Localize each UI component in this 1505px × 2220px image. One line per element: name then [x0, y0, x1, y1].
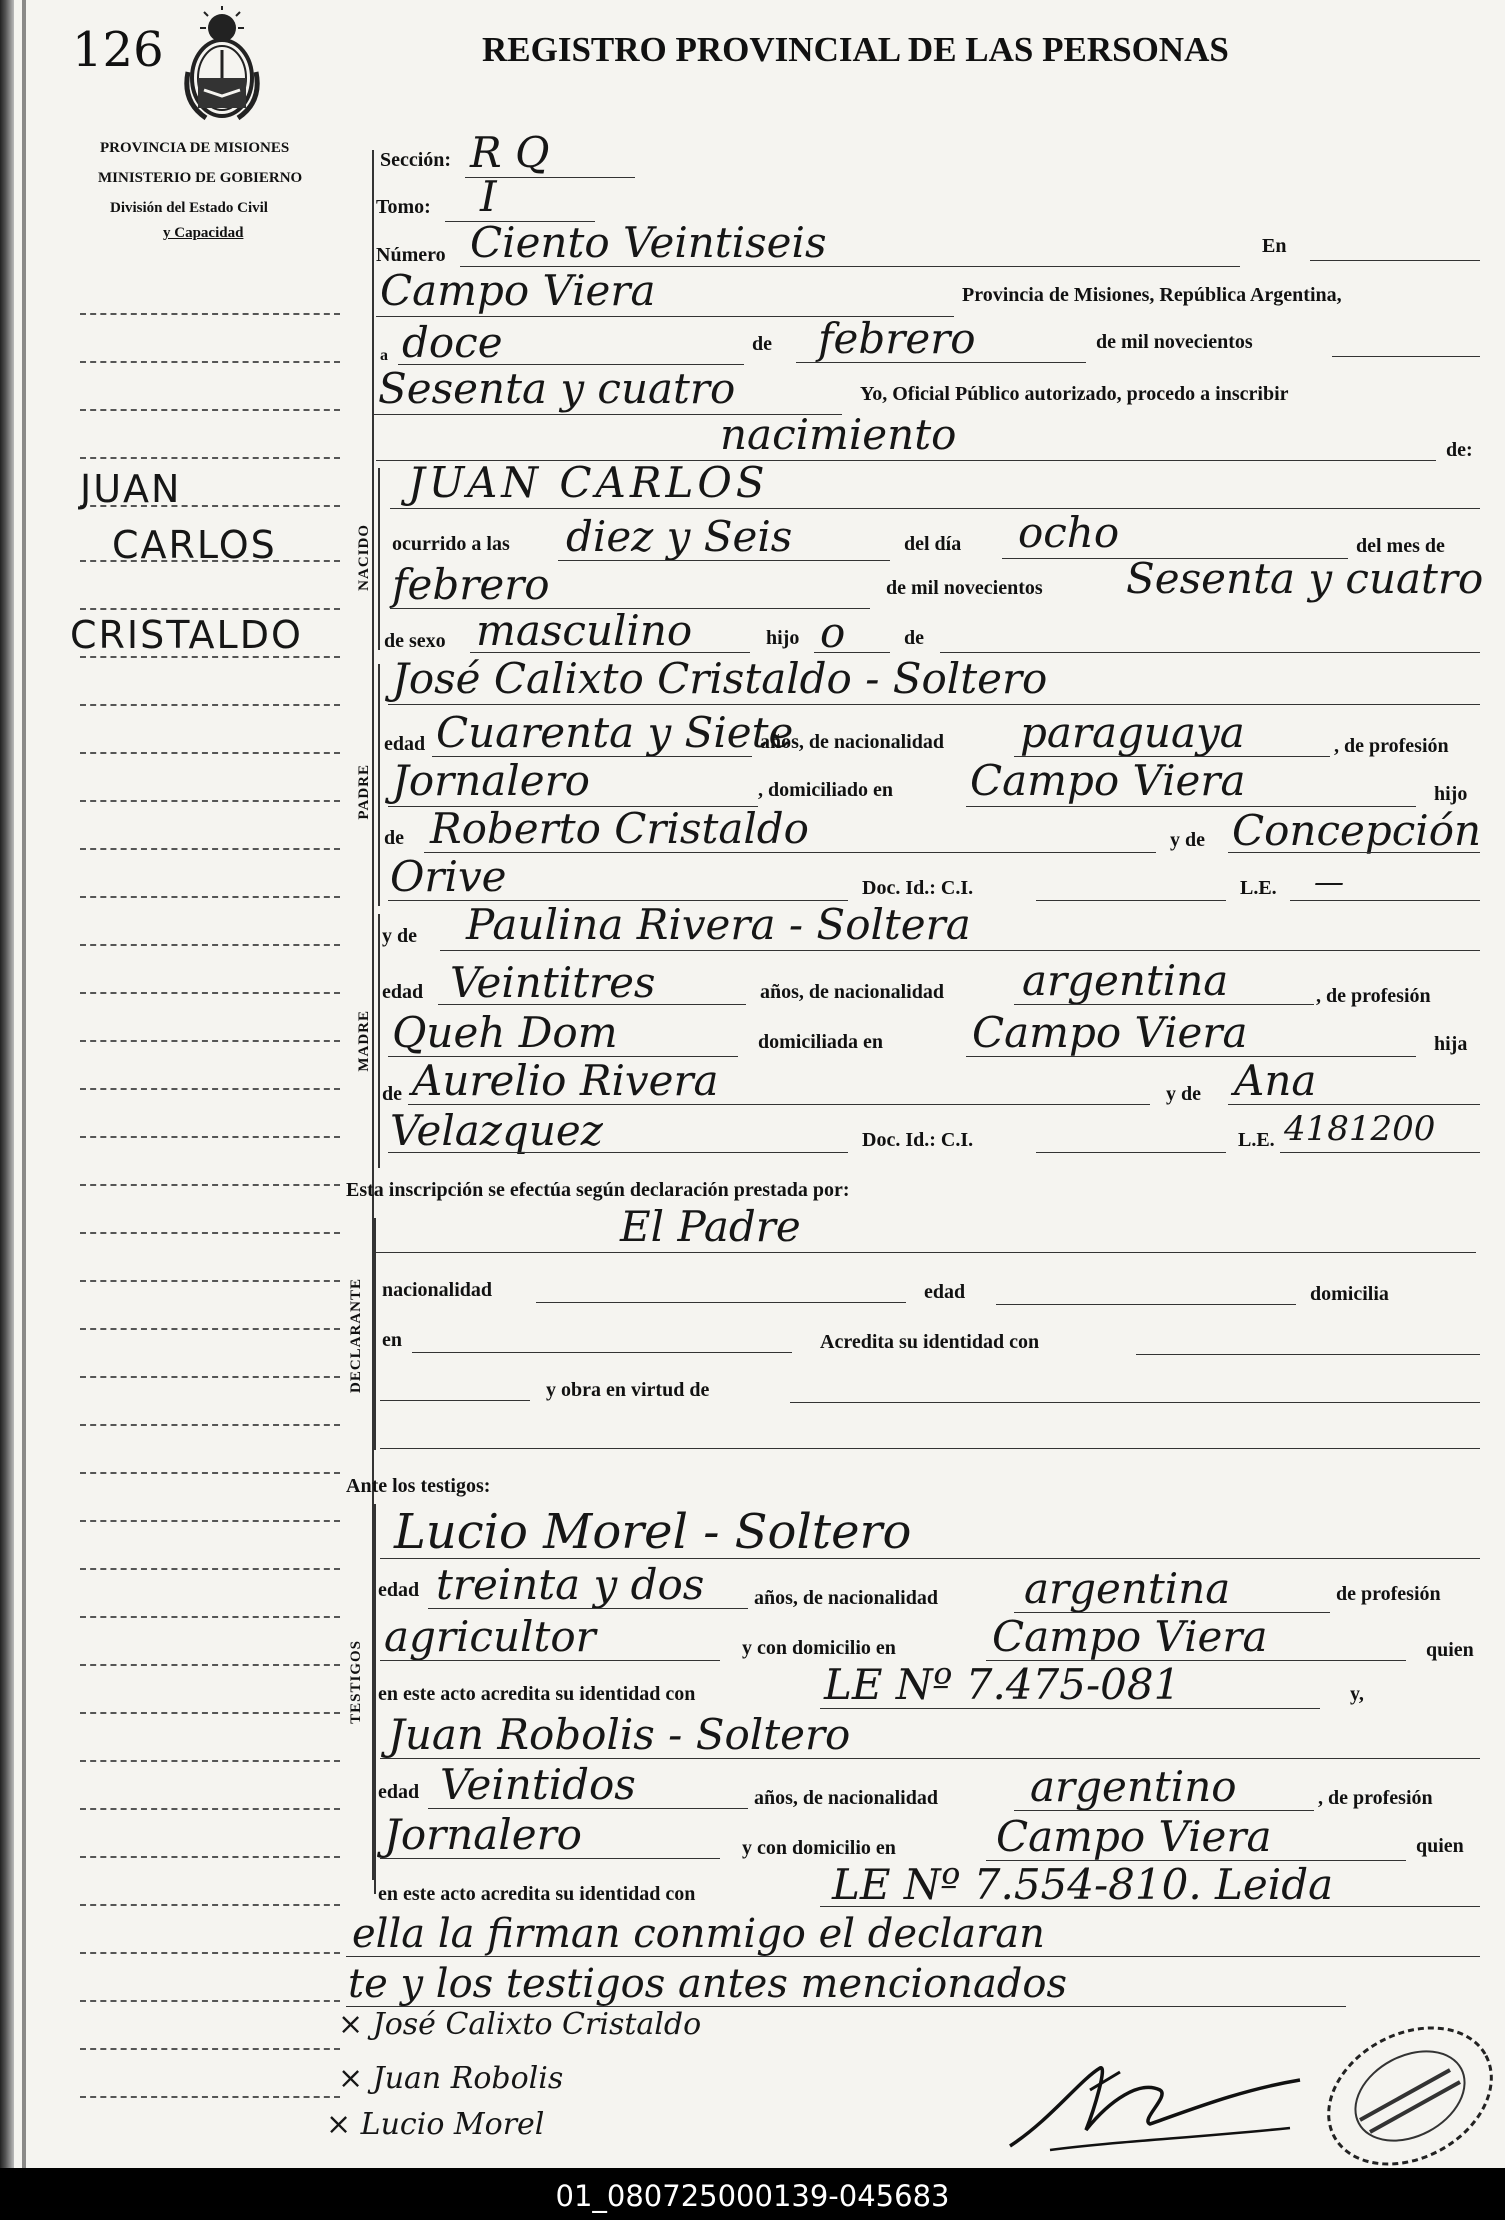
testigo1-prof-line [380, 1660, 720, 1661]
padre-profesion-label: , de profesión [1334, 735, 1449, 757]
testigo1-quien: quien [1426, 1639, 1474, 1661]
mes-line [796, 362, 1086, 363]
madre-doc-line [1036, 1152, 1226, 1153]
testigo1-profesion-label: de profesión [1336, 1583, 1441, 1605]
margin-line [80, 608, 340, 610]
testigo1-nombre-line [380, 1558, 1480, 1559]
oficial-text: Yo, Oficial Público autorizado, procedo a inscribir [860, 383, 1289, 405]
anio-value: Sesenta y cuatro [378, 364, 736, 413]
nacido-nombre: JUAN CARLOS [408, 458, 769, 507]
testigo1-edad-label: edad [378, 1579, 420, 1601]
madre-padre-de: Aurelio Rivera [412, 1056, 719, 1105]
madre-y-de-label-2: y de [1166, 1083, 1201, 1105]
decl-obra-pre-line [380, 1400, 530, 1401]
testigo1-dom-label: y con domicilio en [742, 1637, 896, 1659]
madre-y-de-label: y de [382, 925, 417, 947]
madre-profesion-label: , de profesión [1316, 985, 1431, 1007]
padre-de-label: de [384, 827, 404, 849]
closing-line-1: ella la firman conmigo el declaran [352, 1911, 1045, 1957]
testigo2-profesion: Jornalero [384, 1810, 582, 1859]
del-dia-label: del día [904, 533, 962, 555]
testigo1-nacionalidad: argentina [1024, 1564, 1231, 1613]
scan-code: 01_080725000139-045683 [555, 2179, 950, 2213]
testigo2-quien: quien [1416, 1835, 1464, 1857]
margin-line [80, 2096, 340, 2098]
margin-line [80, 1712, 340, 1714]
margin-line [80, 2000, 340, 2002]
en-line [1310, 260, 1480, 261]
tomo-value: I [480, 172, 497, 221]
signature-3: × Lucio Morel [326, 2107, 545, 2142]
mil-line [1332, 356, 1480, 357]
padre-nacionalidad: paraguaya [1020, 708, 1245, 757]
margin-line [80, 896, 340, 898]
decl-extra-line [380, 1448, 1480, 1449]
closing-line-2: te y los testigos antes mencionados [348, 1961, 1068, 2007]
testigo1-domicilio: Campo Viera [992, 1612, 1268, 1661]
decl-en-label: en [382, 1329, 402, 1351]
decl-nac-line [536, 1302, 906, 1303]
de-colon-label: de: [1446, 439, 1473, 461]
decl-edad-line [996, 1304, 1296, 1305]
hijo-line [814, 652, 890, 653]
mes-value: febrero [818, 314, 976, 363]
margin-line [80, 848, 340, 850]
de-label: de [752, 333, 772, 355]
seccion-value: R Q [470, 128, 550, 177]
decl-acredita-line [1136, 1354, 1480, 1355]
padre-doc-line [1036, 900, 1226, 901]
margin-line [80, 1280, 340, 1282]
tomo-label: Tomo: [376, 196, 431, 218]
mes-nac-value: febrero [392, 560, 550, 609]
testigo2-nombre-line [380, 1758, 1480, 1759]
madre-bracket [378, 914, 380, 1168]
testigo1-y: y, [1350, 1683, 1364, 1705]
numero-value: Ciento Veintiseis [470, 218, 827, 267]
nacido-bracket [378, 468, 380, 650]
padre-bracket [378, 664, 380, 906]
margin-line [80, 1952, 340, 1954]
margin-line [80, 944, 340, 946]
official-signature-icon [990, 2050, 1320, 2160]
decl-obra-line [790, 1402, 1480, 1403]
madre-madre-de: Ana [1234, 1056, 1317, 1105]
hijo-label: hijo [766, 627, 800, 649]
testigo1-edad-line [428, 1608, 748, 1609]
testigo1-doc: LE Nº 7.475-081 [824, 1660, 1181, 1709]
madre-hija-label: hija [1434, 1033, 1468, 1055]
acto-value: nacimiento [720, 410, 957, 459]
padre-madre-de-line [1228, 852, 1480, 853]
margin-line [80, 1520, 340, 1522]
nacido-de-line [940, 652, 1480, 653]
agency-line-1: PROVINCIA DE MISIONES [100, 140, 290, 156]
decl-en-line [412, 1352, 792, 1353]
margin-line [80, 1568, 340, 1570]
padre-padre-de: Roberto Cristaldo [430, 804, 809, 853]
declarante-label: DECLARANTE [348, 1278, 364, 1394]
margin-line [80, 752, 340, 754]
registry-title: REGISTRO PROVINCIAL DE LAS PERSONAS [482, 30, 1229, 69]
madre-nacionalidad: argentina [1022, 956, 1229, 1005]
madre-le-value: 4181200 [1284, 1109, 1436, 1149]
margin-line [80, 1088, 340, 1090]
nacido-de-label: de [904, 627, 924, 649]
scan-footer [0, 2168, 1505, 2220]
mil-nac-label: de mil novecientos [886, 577, 1043, 599]
del-mes-label: del mes de [1356, 535, 1445, 557]
madre-madre-de-line [1228, 1104, 1480, 1105]
scan-edge [0, 0, 14, 2168]
sexo-label: de sexo [384, 630, 446, 652]
numero-label: Número [376, 244, 446, 266]
margin-line [80, 1904, 340, 1906]
padre-domicilio: Campo Viera [970, 756, 1246, 805]
official-stamp-icon [1300, 2000, 1500, 2168]
madre-nac-line [1014, 1004, 1314, 1005]
margin-line [80, 457, 340, 459]
ante-testigos-label: Ante los testigos: [346, 1475, 491, 1497]
margin-note-line-1: JUAN [80, 467, 182, 511]
agency-line-4: y Capacidad [163, 225, 244, 241]
nacido-label: NACIDO [356, 524, 372, 591]
madre-doc-label: Doc. Id.: C.I. [862, 1129, 974, 1151]
testigo2-profesion-label: , de profesión [1318, 1787, 1433, 1809]
madre-padre-de-line [408, 1104, 1150, 1105]
madre-madre-de-cont: Velazquez [390, 1106, 603, 1155]
padre-hijo-label: hijo [1434, 783, 1468, 805]
margin-line [80, 1040, 340, 1042]
margin-line [80, 992, 340, 994]
madre-dom-line [966, 1056, 1416, 1057]
scan-edge-line [22, 0, 26, 2168]
a-label: a [380, 347, 388, 364]
sexo-line [470, 652, 750, 653]
madre-edad-line [438, 1004, 746, 1005]
margin-line [80, 1232, 340, 1234]
madre-le-line [1280, 1152, 1480, 1153]
hijo-value: o [820, 608, 846, 657]
margin-line [80, 409, 340, 411]
padre-le-line [1290, 900, 1480, 901]
testigo2-nombre: Juan Robolis - Soltero [388, 1710, 851, 1759]
padre-anios-label: años, de nacionalidad [760, 731, 944, 753]
acredita-label: Acredita su identidad con [820, 1331, 1040, 1353]
testigo2-acredita-label: en este acto acredita su identidad con [378, 1883, 696, 1905]
testigo2-edad-label: edad [378, 1781, 420, 1803]
testigo1-anios-label: años, de nacionalidad [754, 1587, 938, 1609]
margin-line [80, 1760, 340, 1762]
signature-2: × Juan Robolis [338, 2061, 564, 2096]
testigo2-prof-line [380, 1858, 720, 1859]
obra-label: y obra en virtud de [546, 1379, 710, 1401]
declaracion-text: Esta inscripción se efectúa según declaración prestada por: [346, 1179, 850, 1201]
ocurrido-label: ocurrido a las [392, 533, 510, 555]
declaracion-line [376, 1252, 1476, 1253]
testigo2-anios-label: años, de nacionalidad [754, 1787, 938, 1809]
margin-note-line-3: CRISTALDO [70, 613, 303, 657]
testigo1-acredita-label: en este acto acredita su identidad con [378, 1683, 696, 1705]
padre-edad: Cuarenta y Siete [436, 708, 794, 757]
folio-number: 126 [72, 22, 164, 78]
margin-line [80, 1616, 340, 1618]
madre-nombre: Paulina Rivera - Soltera [466, 900, 971, 949]
sexo-value: masculino [476, 606, 693, 655]
madre-edad-label: edad [382, 981, 424, 1003]
coat-of-arms-icon [180, 6, 264, 124]
padre-label: PADRE [356, 764, 372, 820]
closing-line-1-rule [346, 1956, 1480, 1957]
margin-line [80, 1328, 340, 1330]
padre-doc-label: Doc. Id.: C.I. [862, 877, 974, 899]
margin-line [80, 1808, 340, 1810]
signature-1: × José Calixto Cristaldo [338, 2007, 702, 2042]
madre-le-label: L.E. [1238, 1129, 1275, 1151]
testigo2-nac-line [1014, 1810, 1314, 1811]
padre-profesion: Jornalero [392, 756, 590, 805]
testigo2-dom-label: y con domicilio en [742, 1837, 896, 1859]
margin-line [80, 1136, 340, 1138]
testigo1-profesion: agricultor [384, 1612, 596, 1661]
madre-cont-line [388, 1152, 848, 1153]
madre-domiciliada-label: domiciliada en [758, 1031, 884, 1053]
madre-anios-label: años, de nacionalidad [760, 981, 944, 1003]
margin-line [80, 704, 340, 706]
agency-line-3: División del Estado Civil [110, 200, 268, 216]
margin-line [80, 1856, 340, 1858]
madre-edad: Veintitres [450, 958, 656, 1007]
testigo2-nacionalidad: argentino [1030, 1762, 1237, 1811]
testigo2-domicilio: Campo Viera [996, 1812, 1272, 1861]
testigo2-doc: LE Nº 7.554-810. Leida [832, 1860, 1334, 1909]
margin-line [80, 1472, 340, 1474]
nacido-nombre-line [390, 508, 1480, 509]
decl-edad-label: edad [924, 1281, 966, 1303]
padre-edad-label: edad [384, 733, 426, 755]
testigo2-edad: Veintidos [440, 1760, 636, 1809]
dia-nac-value: ocho [1018, 508, 1120, 557]
testigos-bracket [374, 1504, 376, 1894]
testigo1-nombre: Lucio Morel - Soltero [394, 1504, 912, 1560]
margin-line [80, 1664, 340, 1666]
padre-madre-de-cont: Orive [390, 852, 507, 901]
declarante-bracket [374, 1218, 376, 1450]
margin-line [80, 2048, 340, 2050]
en-label: En [1262, 235, 1287, 257]
anio-nac-value: Sesenta y cuatro [1126, 554, 1484, 603]
mil-novecientos-label: de mil novecientos [1096, 331, 1253, 353]
margin-line [80, 1184, 340, 1186]
padre-nombre-line [388, 704, 1480, 705]
madre-profesion: Queh Dom [392, 1008, 618, 1057]
madre-domicilio: Campo Viera [972, 1008, 1248, 1057]
hora-value: diez y Seis [566, 512, 793, 561]
testigo1-doc-line [820, 1708, 1320, 1709]
padre-madre-de: Concepción [1232, 806, 1482, 855]
padre-nombre: José Calixto Cristaldo - Soltero [392, 654, 1048, 703]
margin-line [80, 1376, 340, 1378]
margin-line [80, 361, 340, 363]
agency-line-2: MINISTERIO DE GOBIERNO [98, 170, 303, 186]
padre-le-label: L.E. [1240, 877, 1277, 899]
testigos-label: TESTIGOS [348, 1640, 364, 1724]
padre-le-value: — [1314, 865, 1344, 900]
padre-padre-de-line [424, 852, 1156, 853]
lugar-value: Campo Viera [380, 266, 656, 315]
madre-de-label: de [382, 1083, 402, 1105]
madre-label: MADRE [356, 1010, 372, 1072]
madre-nombre-line [440, 950, 1480, 951]
testigo2-edad-line [428, 1808, 748, 1809]
margin-line [80, 800, 340, 802]
domicilia-label: domicilia [1310, 1283, 1389, 1305]
declaracion-value: El Padre [620, 1202, 801, 1251]
dia-value: doce [402, 318, 503, 367]
margin-note-line-2: CARLOS [112, 523, 277, 567]
margin-line [80, 313, 340, 315]
testigo1-edad: treinta y dos [436, 1560, 705, 1609]
padre-y-de-label: y de [1170, 829, 1205, 851]
testigo2-doc-line [820, 1906, 1480, 1907]
padre-domiciliado-label: , domiciliado en [758, 779, 894, 801]
seccion-label: Sección: [380, 149, 452, 171]
margin-line [80, 1424, 340, 1426]
nacionalidad-label: nacionalidad [382, 1279, 493, 1301]
hora-line [558, 560, 890, 561]
provincia-text: Provincia de Misiones, República Argentina, [962, 284, 1342, 306]
